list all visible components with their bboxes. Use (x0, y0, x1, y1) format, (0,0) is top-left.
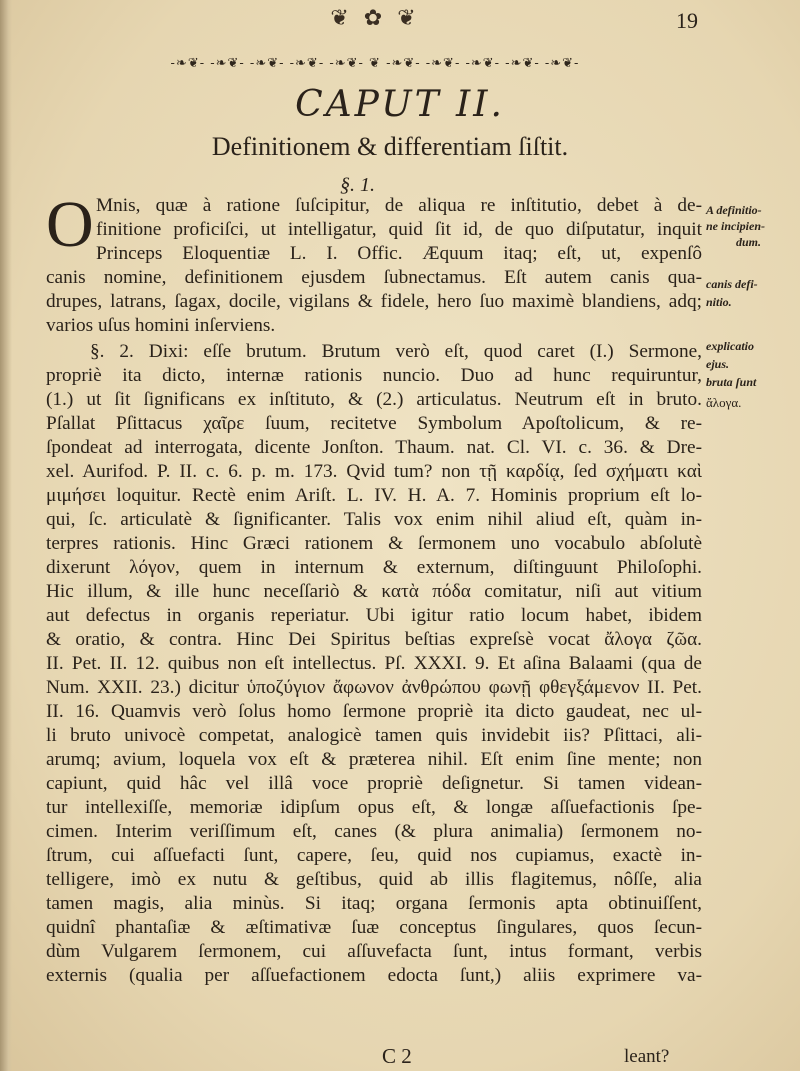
text-line: arumq; avium, loquela vox eſt & præterea nihil. Eſt enim ſine mente; non (46, 749, 702, 770)
chapter-title: CAPUT II. (295, 84, 505, 125)
ornament-band: -❧❦- -❧❦- -❧❦- -❧❦- -❧❦- ❦ -❧❦- -❧❦- -❧❦- -❧❦- -❧❦- (170, 56, 580, 71)
text-line: canis nomine, definitionem ejusdem ſubnectamus. Eſt autem canis qua- (46, 267, 702, 288)
text-line: II. Pet. II. 12. quibus non eſt intellectus. Pſ. XXXI. 9. Et aſina Balaami (qua de (46, 653, 702, 674)
margin-note: ejus. (706, 357, 730, 371)
text-line: varios uſus homini inſerviens. (46, 315, 276, 336)
page-gutter (0, 0, 12, 1071)
text-line: drupes, latrans, ſagax, docile, vigilans & fidele, hero ſuo maximè blandiens, adq; (46, 291, 702, 312)
text-line: finitione proficiſci, ut intelligatur, quid ſit id, de quo diſputatur, inquit (96, 219, 702, 240)
margin-note: dum. (736, 235, 762, 249)
text-line: propriè ita dicto, internæ rationis nuncio. Duo ad hunc requiruntur, (46, 365, 702, 386)
section-number: §. 1. (340, 174, 375, 196)
text-line: §. 2. Dixi: eſſe brutum. Brutum verò eſt, quod caret (I.) Sermone, (90, 341, 702, 362)
text-line: ſpondeat ad interrogata, dicente Jonſton. Thaum. nat. Cl. VI. c. 36. & Dre- (46, 437, 702, 458)
margin-note: explicatio (706, 339, 754, 353)
text-line: II. 16. Quamvis verò ſolus homo ſermone propriè ita dicto gaudeat, nec ul- (46, 701, 702, 722)
margin-note: bruta ſunt (706, 375, 757, 389)
text-line: capiunt, quid hâc vel illâ voce propriè deſignetur. Si tamen videan- (46, 773, 702, 794)
text-line: dùm Vulgarem ſermonem, cui aſſuvefacta ſunt, intus formant, verbis (46, 941, 702, 962)
chapter-subtitle: Definitionem & differentiam ſiſtit. (211, 132, 569, 161)
text-line: externis (qualia per aſſuefactionem edocta ſunt,) aliis exprimere va- (46, 965, 702, 986)
text-line: Hic illum, & ille hunc neceſſariò & κατὰ πόδα comitatur, niſi aut vitium (46, 581, 702, 602)
signature-mark: C 2 (382, 1044, 412, 1068)
text-line: terpres rationis. Hinc Græci rationem & ſermonem uno vocabulo abſolutè (46, 533, 702, 554)
text-line: Pſallat Pſittacus χαῖρε ſuum, recitetve Symbolum Apoſtolicum, & re- (46, 413, 702, 434)
text-line: μιμήσει loquitur. Rectè enim Ariſt. L. IV. H. A. 7. Hominis proprium eſt lo- (46, 485, 702, 506)
text-line: (1.) ut ſit ſignificans ex inſtituto, & (2.) articulatus. Neutrum eſt in bruto. (46, 389, 702, 410)
margin-note: ne incipien- (706, 219, 765, 233)
text-line: tamen magis, alia minùs. Si itaq; organa ſermonis apta obtinuiſſent, (46, 893, 702, 914)
drop-cap: O (46, 188, 94, 261)
text-line: cimen. Interim veriſſimum eſt, canes (& plura animalia) ſermonem no- (46, 821, 702, 842)
catchword: leant? (624, 1046, 670, 1067)
text-line: aut defectus in organis reperiatur. Ubi igitur ratio locum habet, ibidem (46, 605, 702, 626)
text-line: qui, ſc. articulatè & ſignificanter. Talis vox enim nihil aliud eſt, quàm in- (46, 509, 702, 530)
text-line: dixerunt λόγον, quem in internum & externum, diſtinguunt Philoſophi. (46, 557, 702, 578)
text-line: telligere, imò ex nutu & geſtibus, quid ab illis flagitemus, nôſſe, alia (46, 869, 702, 890)
text-line: tur intellexiſſe, memoriæ idipſum opus eſt, & longæ aſſuefactionis ſpe- (46, 797, 702, 818)
margin-note: ἄλογα. (706, 395, 742, 410)
margin-note: A definitio- (706, 203, 762, 217)
text-line: quidnî phantaſiæ & æſtimativæ ſuæ conceptus ſingulares, quos ſecun- (46, 917, 702, 938)
text-line: ſtrum, cui aſſuefacti ſunt, capere, ſeu, quid nos cupiamus, exactè in- (46, 845, 702, 866)
page-number: 19 (676, 8, 698, 33)
margin-note: canis defi- (706, 277, 758, 291)
text-line: Princeps Eloquentiæ L. I. Offic. Æquum itaq; eſt, ut, expenſô (96, 243, 702, 264)
text-line: xel. Aurifod. P. II. c. 6. p. m. 173. Qvid tum? non τῇ καρδίᾳ, ſed σχήματι καὶ (46, 461, 702, 482)
text-line: li bruto univocè competat, analogicè tamen quis invidebit iis? Pſittaci, ali- (46, 725, 702, 746)
header-ornament: ❦ ✿ ❦ (330, 6, 420, 31)
text-line: Num. XXII. 23.) dicitur ὑποζύγιον ἄφωνον ἀνθρώπου φωνῇ φθεγξάμενον II. Pet. (46, 677, 702, 698)
margin-note: nitio. (706, 295, 732, 309)
text-line: Mnis, quæ à ratione ſuſcipitur, de aliqua re inſtitutio, debet à de- (96, 195, 702, 216)
text-line: & oratio, & contra. Hinc Dei Spiritus beſtias expreſsè vocat ἄλογα ζῶα. (46, 629, 702, 650)
